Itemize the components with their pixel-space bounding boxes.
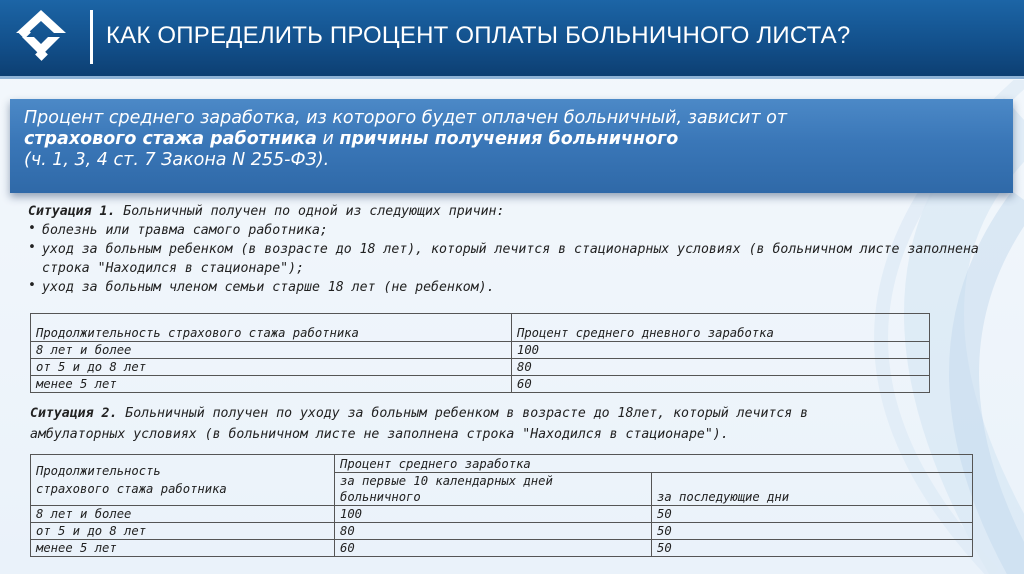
- page-title: КАК ОПРЕДЕЛИТЬ ПРОЦЕНТ ОПЛАТЫ БОЛЬНИЧНОГО ЛИСТА?: [106, 22, 851, 49]
- subheader-first-line-2: больничного: [340, 490, 421, 504]
- banner-text: [24, 108, 999, 171]
- list-item: [28, 278, 988, 297]
- bullet-icon: •: [28, 240, 36, 255]
- situation-1-label: Ситуация 1.: [28, 204, 116, 219]
- header-duration-line-2: страхового стажа работника: [36, 482, 227, 496]
- header-bar: [0, 0, 1024, 76]
- table-cell: от 5 и до 8 лет: [31, 359, 512, 376]
- table-row: [31, 540, 973, 557]
- banner-line-1: Процент среднего заработка, из которого будет оплачен больничный, зависит от: [24, 108, 788, 128]
- situation-1: [28, 202, 988, 297]
- banner-emphasis-seniority: страхового стажа работника: [24, 129, 317, 149]
- table-cell: 50: [652, 506, 973, 523]
- table-cell: 100: [335, 506, 652, 523]
- table-header-cell: Процент среднего дневного заработка: [512, 314, 930, 342]
- table-cell: 60: [512, 376, 930, 393]
- banner-conjunction: и: [316, 129, 340, 149]
- subheader-first-line-1: за первые 10 календарных дней: [340, 474, 553, 488]
- table-header-duration: [31, 455, 335, 506]
- banner-line-2: [24, 129, 999, 150]
- table-header-row: [31, 455, 973, 473]
- table-subheader-first-days: [335, 473, 652, 506]
- table-header-row: [31, 314, 930, 342]
- table-row: [31, 506, 973, 523]
- situation-1-intro: Больничный получен по одной из следующих причин:: [115, 204, 505, 219]
- header-divider: [90, 10, 93, 64]
- situation-1-heading: [28, 202, 988, 221]
- table-cell: менее 5 лет: [31, 376, 512, 393]
- table-cell: 100: [512, 342, 930, 359]
- table-header-cell: Продолжительность страхового стажа работника: [31, 314, 512, 342]
- situation-2: [30, 403, 1005, 445]
- seniority-table-1: [30, 313, 930, 393]
- table-cell: 8 лет и более: [31, 506, 335, 523]
- seniority-table-2: [30, 454, 973, 557]
- logo-icon: [8, 6, 74, 68]
- table-subheader-following-days: за последующие дни: [652, 473, 973, 506]
- list-item-text: уход за больным членом семьи старше 18 лет (не ребенком).: [42, 280, 495, 295]
- table-header-percent: Процент среднего заработка: [335, 455, 973, 473]
- header-duration-line-1: Продолжительность: [36, 464, 161, 478]
- situation-2-text-1: Больничный получен по уходу за больным ребенком в возрасте до 18лет, который лечится в: [117, 406, 809, 421]
- list-item: [28, 221, 988, 240]
- header-underline: [0, 76, 1024, 79]
- list-item: [28, 240, 988, 278]
- situation-2-line-1: [30, 403, 1005, 424]
- table-cell: 50: [652, 540, 973, 557]
- table-cell: 50: [652, 523, 973, 540]
- situation-2-label: Ситуация 2.: [30, 406, 118, 421]
- table-cell: 80: [512, 359, 930, 376]
- list-item-text: уход за больным ребенком (в возрасте до 18 лет), который лечится в стационарных условиях (в больничном листе заполнена строка "Находился в стационаре");: [42, 242, 979, 276]
- table-row: [31, 359, 930, 376]
- table-row: [31, 376, 930, 393]
- bullet-icon: •: [28, 221, 36, 236]
- table-cell: 60: [335, 540, 652, 557]
- bullet-icon: •: [28, 278, 36, 293]
- table-cell: от 5 и до 8 лет: [31, 523, 335, 540]
- table-row: [31, 342, 930, 359]
- banner-line-3: (ч. 1, 3, 4 ст. 7 Закона N 255-ФЗ).: [24, 150, 330, 170]
- banner-emphasis-reason: причины получения больничного: [339, 129, 679, 149]
- table-cell: 8 лет и более: [31, 342, 512, 359]
- situation-2-line-2: амбулаторных условиях (в больничном листе не заполнена строка "Находился в стационаре").: [30, 427, 729, 442]
- table-cell: менее 5 лет: [31, 540, 335, 557]
- table-row: [31, 523, 973, 540]
- table-cell: 80: [335, 523, 652, 540]
- list-item-text: болезнь или травма самого работника;: [42, 223, 328, 238]
- info-banner: [10, 99, 1013, 193]
